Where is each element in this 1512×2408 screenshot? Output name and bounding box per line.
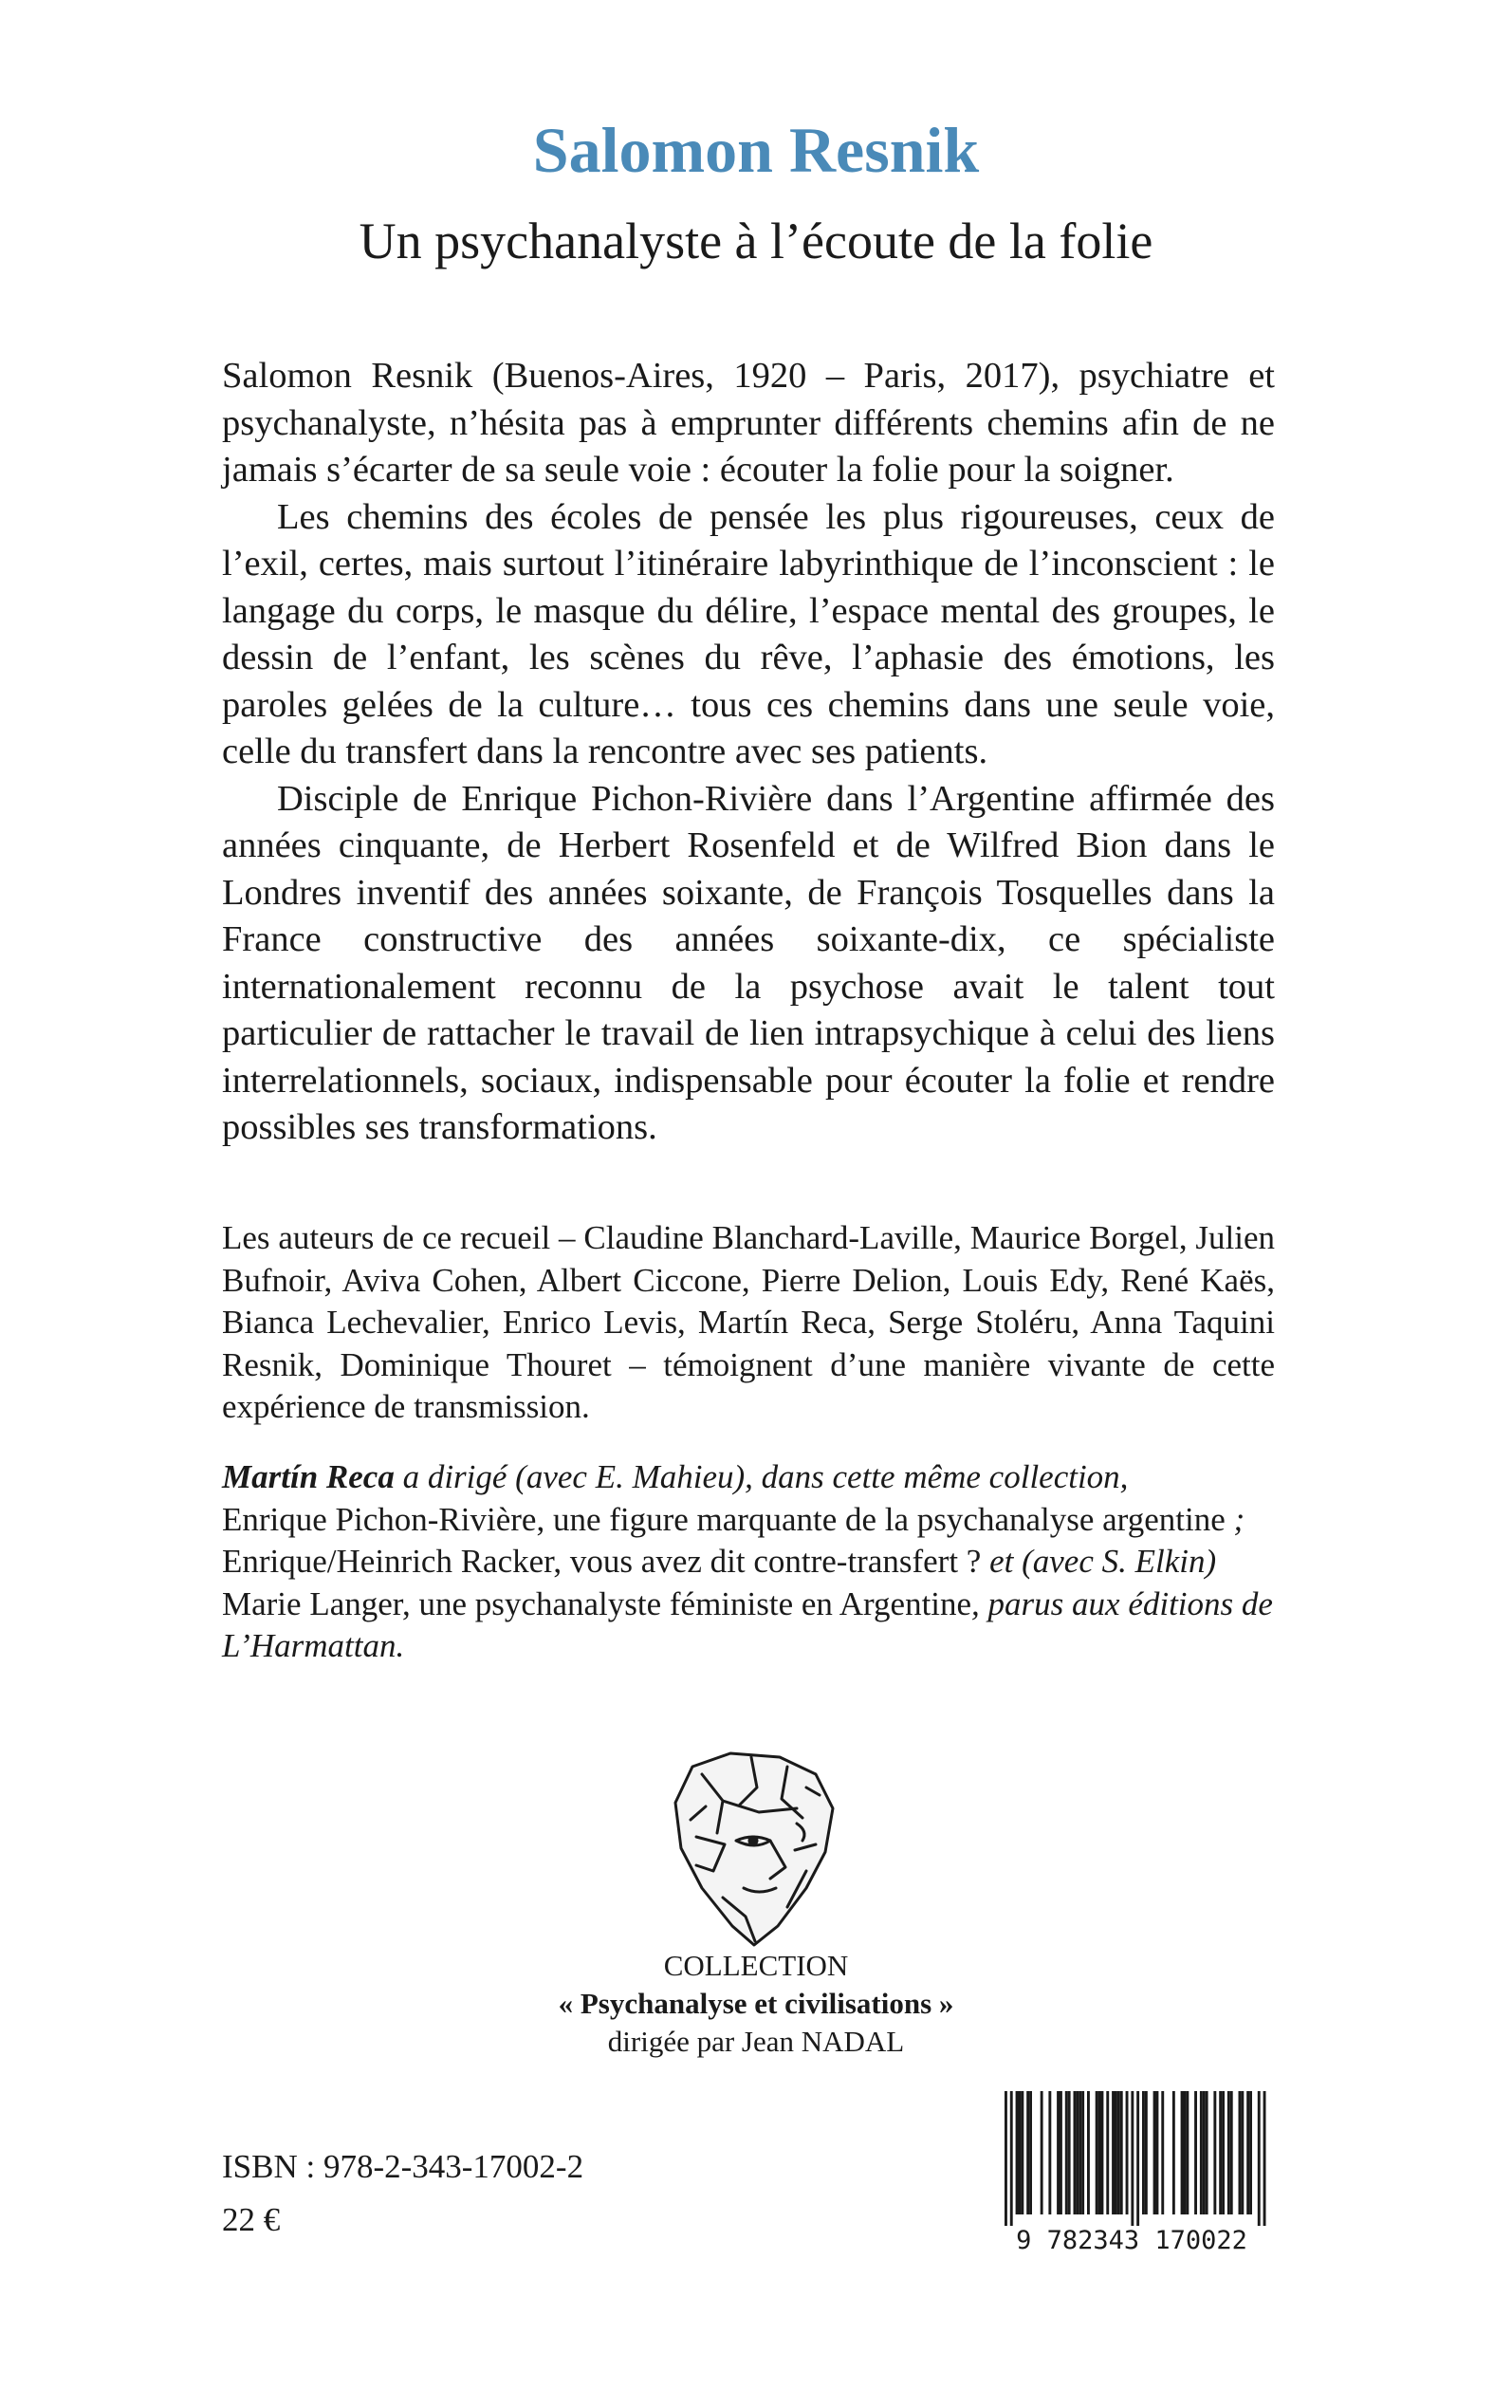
barcode-bar [1081,2091,1084,2214]
barcode-bar [1021,2091,1023,2214]
barcode-bar [1258,2091,1261,2226]
barcode [984,2087,1280,2256]
description-paragraph-1: Salomon Resnik (Buenos-Aires, 1920 – Paris, 2017), psychiatre et psychanalyste, n’hésita pas à emprunter différents chemins afin de ne jamais s’écarter de sa seule voie : écouter la folie pour la soigner. [222,356,1275,490]
barcode-bar [1068,2091,1071,2214]
barcode-bar [1115,2091,1117,2214]
editor-bio-text [222,1456,1275,1668]
barcode-bar [1120,2091,1123,2214]
editor-intro: a dirigé (avec E. Mahieu), dans cette même collection, [394,1458,1129,1495]
barcode-bar [1153,2091,1156,2214]
price: 22 € [222,2201,281,2238]
editor-bio [222,1456,1275,1668]
barcode-bars [1005,2091,1266,2226]
barcode-bar [1126,2091,1129,2214]
barcode-bar [1142,2091,1145,2214]
barcode-bar [1184,2091,1187,2214]
book-reference-2: Enrique/Heinrich Racker, vous avez dit contre-transfert ? [222,1543,982,1580]
publisher-face-logo-icon [664,1746,844,1950]
barcode-bar [1010,2091,1013,2226]
book-reference-1: Enrique Pichon-Rivière, une figure marquante de la psychanalyse argentine [222,1500,1226,1538]
barcode-bar [1186,2091,1189,2214]
book-title: Salomon Resnik [532,114,980,186]
barcode-bar [1060,2091,1062,2214]
barcode-bar [1098,2091,1101,2214]
barcode-bar [1263,2091,1266,2226]
barcode-bar [1145,2091,1148,2214]
collection-label: COLLECTION [663,1949,849,1982]
barcode-bar [1181,2091,1184,2214]
barcode-digits: 9 782343 170022 [1016,2226,1247,2255]
description-paragraph-2: Les chemins des écoles de pensée les plus rigoureuses, ceux de l’exil, certes, mais surtout l’itinéraire labyrinthique de l’inconscient : le langage du corps, le masque du délire, l’espace mental des groupes, le dessin de l’enfant, les scènes du rêve, l’aphasie des émotions, les paroles gelées de la culture… tous ces chemins dans une seule voie, celle du transfert dans la rencontre avec ses patients. [222,496,1275,771]
barcode-bar [1230,2091,1233,2214]
collection-info [0,1947,1512,2061]
barcode-bar [1213,2091,1216,2214]
barcode-bar [1246,2091,1249,2214]
barcode-bar [1203,2091,1206,2214]
barcode-bar [1206,2091,1208,2214]
barcode-bar [1026,2091,1029,2214]
barcode-bar [1172,2091,1175,2214]
barcode-bar [1249,2091,1252,2214]
barcode-bar [1194,2091,1197,2214]
barcode-bar [1096,2091,1098,2214]
barcode-bar [1076,2091,1079,2214]
barcode-bar [1227,2091,1230,2214]
barcode-bar [1019,2091,1022,2214]
authors-paragraph [222,1217,1275,1429]
authors-text: Les auteurs de ce recueil – Claudine Blanchard-Laville, Maurice Borgel, Julien Bufnoir, Aviva Cohen, Albert Ciccone, Pierre Delion, Louis Edy, René Kaës, Bianca Lechevalier, Enrico Levis, Martín Reca, Serge Stoléru, Anna Taquini Resnik, Dominique Thouret – témoignent d’une manière vivante de cette expérience de transmission. [222,1219,1275,1425]
barcode-bar [1016,2091,1019,2214]
editor-outro: , parus aux éditions de L’Harmattan. [222,1584,1273,1664]
barcode-bar [1079,2091,1081,2214]
barcode-bar [1101,2091,1104,2214]
barcode-bar [1048,2091,1051,2214]
barcode-bar [1106,2091,1109,2214]
barcode-bar [1057,2091,1060,2214]
book-subtitle: Un psychanalyste à l’écoute de la folie [359,213,1153,269]
barcode-bar [1029,2091,1032,2214]
barcode-bar [1200,2091,1203,2214]
barcode-bar [1222,2091,1225,2214]
separator-1: ; [1225,1500,1245,1538]
description [222,353,1275,1152]
collection-name: « Psychanalyse et civilisations » [558,1987,954,2020]
barcode-bar [1136,2091,1139,2226]
barcode-bar [1117,2091,1120,2214]
isbn: ISBN : 978-2-343-17002-2 [222,2148,584,2185]
barcode-bar [1112,2091,1115,2214]
editor-name: Martín Reca [222,1458,395,1495]
barcode-bar [1161,2091,1164,2214]
barcode-bar [1156,2091,1159,2214]
book-reference-3: Marie Langer, une psychanalyste féministe en Argentine [222,1584,972,1622]
barcode-bar [1131,2091,1134,2226]
barcode-bar [1239,2091,1242,2214]
barcode-bar [1241,2091,1244,2214]
barcode-bar [1005,2091,1007,2226]
barcode-bar [1087,2091,1090,2214]
barcode-bar [1065,2091,1068,2214]
barcode-bar [1074,2091,1077,2214]
barcode-bar [1219,2091,1222,2214]
description-paragraph-3: Disciple de Enrique Pichon-Rivière dans l’Argentine affirmée des années cinquante, de Herbert Rosenfeld et de Wilfred Bion dans le Londres inventif des années soixante, de François Tosquelles dans la France constructive des années soixante-dix, ce spécialiste internationalement reconnu de la psychose avait le talent tout particulier de rattacher le travail de lien intrapsychique à celui des liens interrelationnels, sociaux, indispensable pour écouter la folie et rendre possibles ses transformations. [222,778,1275,1147]
barcode-bar [1041,2091,1043,2214]
separator-2: et (avec S. Elkin) [981,1543,1217,1580]
collection-director: dirigée par Jean NADAL [607,2025,905,2058]
